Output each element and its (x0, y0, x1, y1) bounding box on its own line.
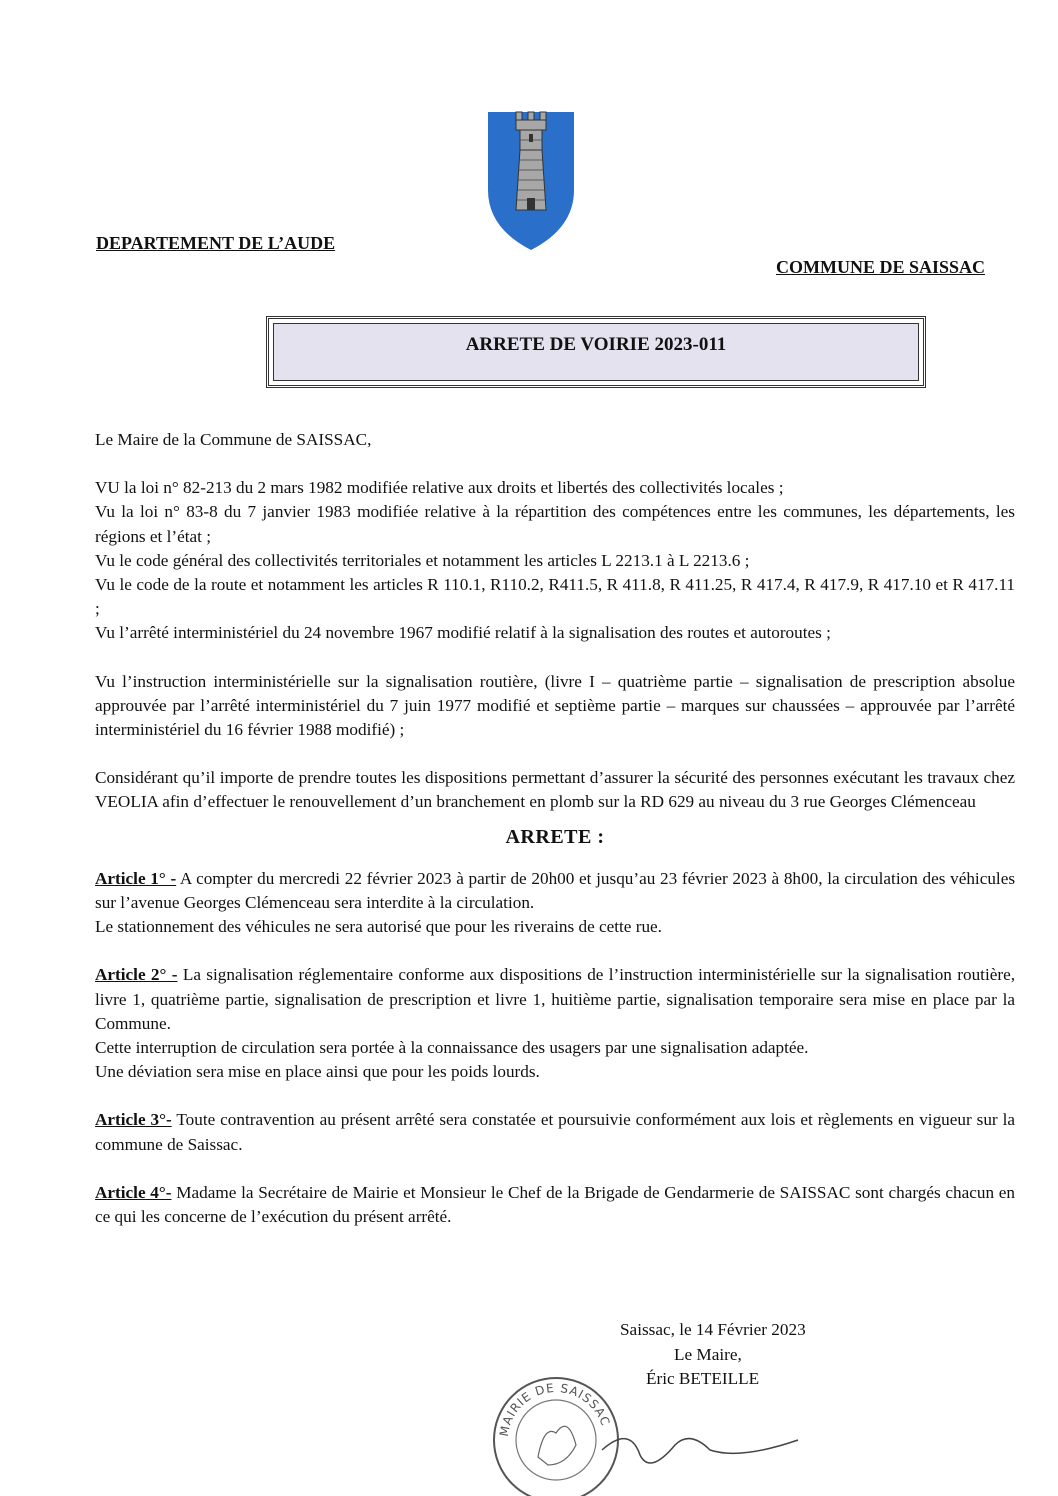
title-box (266, 316, 926, 388)
article-4 (95, 1181, 1015, 1229)
article-label: Article 3°- (95, 1110, 172, 1130)
department-heading: DEPARTEMENT DE L’AUDE (96, 233, 336, 253)
vu-instruction: Vu l’instruction interministérielle sur la signalisation routière, (livre I – quatrième partie – signalisation de prescription absolue approuvée par l’arrêté interministériel du 7 juin 1977 modifié et septième partie – marques sur chaussées – approuvée par l’arrêté interministériel du 16 février 1988 modifié) ; (95, 671, 1015, 740)
article-text: A compter du mercredi 22 février 2023 à partir de 20h00 et jusqu’au 23 février 2023 à 8h00, la circulation des véhicules sur l’avenue Georges Clémenceau sera interdite à la circulation. (95, 868, 1016, 913)
article-text: Toute contravention au présent arrêté sera constatée et poursuivie conformément aux lois et règlements en vigueur sur la commune de Saissac. (95, 1110, 1015, 1154)
article-extra: Une déviation sera mise en place ainsi que pour les poids lourds. (95, 1062, 540, 1082)
vu-item: Vu le code de la route et notamment les articles R 110.1, R110.2, R411.5, R 411.8, R 411.25, R 417.4, R 417.9, R 417.10 et R 417.11 ; (95, 575, 1015, 619)
vu-item: Vu la loi n° 83-8 du 7 janvier 1983 modifiée relative à la répartition des compétences entre les communes, les départements, les régions et l’état ; (95, 502, 1015, 546)
signer-name: Éric BETEILLE (646, 1369, 760, 1388)
article-label: Article 4°- (95, 1182, 172, 1202)
tower-shield-icon (486, 110, 576, 252)
signature-block (620, 1318, 806, 1392)
intro: Le Maire de la Commune de SAISSAC, (95, 430, 372, 449)
commune-heading: COMMUNE DE SAISSAC (776, 257, 986, 277)
place-date: Saissac, le 14 Février 2023 (620, 1320, 806, 1339)
article-text: Madame la Secrétaire de Mairie et Monsieur le Chef de la Brigade de Gendarmerie de SAISSAC sont chargés chacun en ce qui les concerne de l’exécution du présent arrêté. (95, 1182, 1015, 1227)
arrete-heading: ARRETE : (505, 825, 605, 848)
article-3 (95, 1108, 1015, 1156)
article-extra: Cette interruption de circulation sera portée à la connaissance des usagers par une signalisation adaptée. (95, 1038, 809, 1058)
vu-item: VU la loi n° 82-213 du 2 mars 1982 modifiée relative aux droits et libertés des collectivités locales ; (95, 478, 784, 498)
article-label: Article 1° - (95, 868, 177, 888)
signer-role: Le Maire, (674, 1344, 742, 1364)
considerant: Considérant qu’il importe de prendre toutes les dispositions permettant d’assurer la sécurité des personnes exécutant les travaux chez VEOLIA afin d’effectuer le renouvellement d’un branchement en plomb sur la RD 629 au niveau du 3 rue Georges Clémenceau (95, 768, 1015, 812)
vu-item: Vu le code général des collectivités territoriales et notamment les articles L 2213.1 à L 2213.6 ; (95, 550, 750, 570)
article-text: La signalisation réglementaire conforme aux dispositions de l’instruction interministérielle sur la signalisation routière, livre 1, quatrième partie, signalisation de prescription et livre 1, huitième partie, signalisation temporaire sera mise en place par la Commune. (95, 965, 1015, 1033)
handwritten-signature-icon (600, 1420, 800, 1480)
article-label: Article 2° - (95, 965, 178, 985)
article-extra: Le stationnement des véhicules ne sera autorisé que pour les riverains de cette rue. (95, 917, 662, 937)
article-2 (95, 963, 1015, 1036)
svg-text:MAIRIE DE SAISSAC: MAIRIE DE SAISSAC (496, 1380, 613, 1438)
document-title: ARRETE DE VOIRIE 2023-011 (273, 323, 919, 381)
document-body (95, 428, 1015, 1229)
vu-item: Vu l’arrêté interministériel du 24 novembre 1967 modifié relatif à la signalisation des routes et autoroutes ; (95, 623, 831, 643)
article-1 (95, 867, 1015, 915)
